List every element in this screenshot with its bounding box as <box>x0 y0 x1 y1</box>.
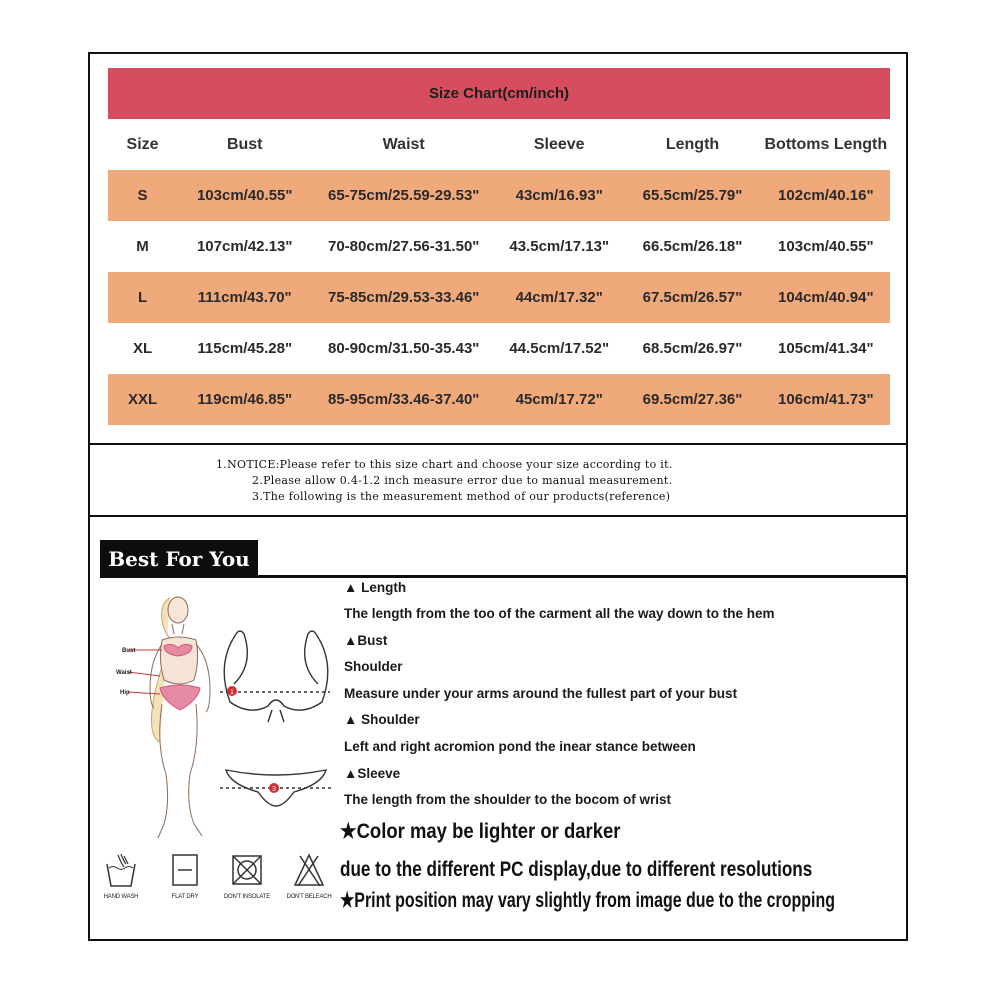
do-not-bleach-icon <box>292 852 326 888</box>
cell-bottoms-length: 103cm/40.55" <box>778 238 874 255</box>
cell-bust: 111cm/43.70" <box>197 289 292 306</box>
hand-wash-icon <box>104 852 138 888</box>
care-label: FLAT DRY <box>171 894 199 900</box>
cell-waist: 70-80cm/27.56-31.50" <box>328 238 480 255</box>
cell-bottoms-length: 102cm/40.16" <box>778 187 874 204</box>
table-row <box>108 272 890 323</box>
cell-length: 68.5cm/26.97" <box>642 340 743 357</box>
cell-sleeve: 44cm/17.32" <box>515 289 603 306</box>
cell-bust: 119cm/46.85" <box>197 391 293 408</box>
care-hand-wash <box>91 852 151 900</box>
print-position-note: ★Print position may vary slightly from image due to the cropping <box>340 889 835 912</box>
cell-sleeve: 44.5cm/17.52" <box>509 340 610 357</box>
cell-length: 67.5cm/26.57" <box>642 289 743 306</box>
cell-waist: 65-75cm/25.59-29.53" <box>328 187 480 204</box>
divider <box>88 515 908 517</box>
color-note: ★Color may be lighter or darker <box>340 820 621 843</box>
cell-sleeve: 43cm/16.93" <box>515 187 603 204</box>
cell-size: XXL <box>127 391 158 408</box>
cell-length: 65.5cm/25.79" <box>642 187 743 204</box>
table-row <box>108 221 890 272</box>
care-label: DON'T INSOLATE <box>223 894 271 900</box>
cell-waist: 85-95cm/33.46-37.40" <box>328 391 480 408</box>
sleeve-heading: ▲Sleeve <box>344 766 401 781</box>
bust-heading: ▲Bust <box>344 633 388 648</box>
cell-sleeve: 45cm/17.72" <box>515 391 603 408</box>
bust-description: Measure under your arms around the fullest part of your bust <box>344 686 738 701</box>
care-flat-dry <box>155 852 215 900</box>
bust-label: Bust <box>122 648 136 654</box>
table-header-row <box>108 120 890 170</box>
marker-3-label: 3 <box>272 786 276 793</box>
care-do-not-bleach <box>279 852 339 900</box>
divider <box>88 443 908 445</box>
cell-sleeve: 43.5cm/17.13" <box>509 238 610 255</box>
shoulder-description: Left and right acromion pond the inear stance between <box>344 739 696 754</box>
header-waist: Waist <box>382 136 425 153</box>
header-size: Size <box>126 136 159 153</box>
cell-size: XL <box>132 340 153 357</box>
display-note: due to the different PC display,due to different resolutions <box>340 858 813 881</box>
size-chart-title: Size Chart(cm/inch) <box>108 68 890 119</box>
cell-bottoms-length: 104cm/40.94" <box>778 289 874 306</box>
table-row <box>108 323 890 374</box>
waist-label: Waist <box>116 670 132 676</box>
header-length: Length <box>665 136 720 153</box>
bra-diagram-icon <box>220 631 330 722</box>
header-bottoms-length: Bottoms Length <box>764 136 888 153</box>
shoulder-subheading: Shoulder <box>344 659 403 674</box>
care-label: HAND WASH <box>103 894 139 900</box>
care-do-not-insolate <box>217 852 277 900</box>
measurement-illustration <box>100 580 340 850</box>
length-heading: ▲ Length <box>344 580 407 595</box>
cell-size: M <box>136 238 149 255</box>
table-row <box>108 374 890 425</box>
care-label: DON'T BELEACH <box>286 894 332 900</box>
notice-line: 1.NOTICE:Please refer to this size chart and choose your size according to it. <box>216 458 673 471</box>
do-not-insolate-icon <box>229 852 265 888</box>
cell-size: L <box>137 289 148 306</box>
cell-size: S <box>137 187 148 204</box>
hip-label: Hip <box>120 690 130 696</box>
section-underline <box>100 575 906 578</box>
marker-1-label: 1 <box>230 689 234 696</box>
header-sleeve: Sleeve <box>533 136 585 153</box>
notice-line: 3.The following is the measurement method of our products(reference) <box>252 490 671 503</box>
cell-bottoms-length: 106cm/41.73" <box>778 391 874 408</box>
cell-length: 66.5cm/26.18" <box>642 238 743 255</box>
table-row <box>108 170 890 221</box>
cell-waist: 75-85cm/29.53-33.46" <box>328 289 480 306</box>
cell-bust: 107cm/42.13" <box>196 238 293 255</box>
cell-bust: 103cm/40.55" <box>196 187 293 204</box>
header-bust: Bust <box>226 136 263 153</box>
best-for-you-title: Best For You <box>100 540 258 577</box>
sleeve-description: The length from the shoulder to the bocom of wrist <box>344 792 671 807</box>
cell-length: 69.5cm/27.36" <box>642 391 743 408</box>
model-figure-icon <box>150 597 210 838</box>
flat-dry-icon <box>170 852 200 888</box>
cell-waist: 80-90cm/31.50-35.43" <box>328 340 480 357</box>
notice-line: 2.Please allow 0.4-1.2 inch measure error due to manual measurement. <box>252 474 673 487</box>
shoulder-heading: ▲ Shoulder <box>344 712 420 727</box>
size-table <box>108 120 890 425</box>
cell-bottoms-length: 105cm/41.34" <box>778 340 874 357</box>
cell-bust: 115cm/45.28" <box>197 340 293 357</box>
length-description: The length from the too of the carment all the way down to the hem <box>344 606 775 621</box>
